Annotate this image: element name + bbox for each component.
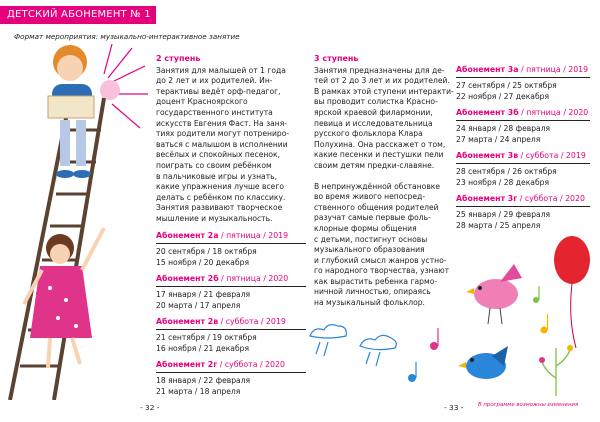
- page-title: ДЕТСКИЙ АБОНЕМЕНТ № 1: [7, 9, 151, 20]
- stage-3-description-2: В непринуждённой обстановке во время живого непосред- ственного общения родителей разучат самые первые фоль- клорные формы общения с детьми, постигнут основы музыкального образования и глубокий смысл жанров устно- го народного творчества, узнают как вырастить ребенка гармо- ничной личностью, опираясь на музыкальный фольклор.: [314, 181, 450, 308]
- abonement-dates: 27 сентября / 25 октября 22 ноября / 27 декабря: [456, 81, 557, 101]
- abonement-dates: 17 января / 21 февраля 20 марта / 17 апреля: [156, 289, 251, 310]
- abonement-3b: [456, 107, 590, 145]
- abonement-detail: / суббота / 2019: [518, 151, 586, 160]
- abonement-detail: / пятница / 2020: [218, 273, 289, 283]
- program-change-notice: В программе возможны изменения: [478, 402, 579, 408]
- blue-bird: [458, 346, 508, 379]
- abonement-name: Абонемент 2в: [156, 316, 219, 326]
- abonement-dates: 18 января / 22 февраля 21 марта / 18 апреля: [156, 375, 251, 396]
- ladder-illustration: [0, 38, 150, 400]
- plant: [539, 345, 573, 396]
- clouds: [310, 325, 396, 366]
- balloon: [554, 236, 590, 348]
- left-column: [156, 54, 306, 397]
- abonement-2a: [156, 230, 306, 268]
- abonement-3v: [456, 150, 590, 188]
- abonement-detail: / суббота / 2020: [517, 194, 585, 203]
- abonement-detail: / суббота / 2019: [218, 316, 286, 326]
- boy-figure: [48, 45, 94, 178]
- abonement-3a: [456, 64, 590, 102]
- abonement-detail: / пятница / 2019: [518, 65, 589, 74]
- abonement-3g: [456, 193, 590, 231]
- abonement-detail: / пятница / 2020: [518, 108, 589, 117]
- stage-2-description: Занятия для малышей от 1 года до 2 лет и их родителей. Ин- терактивы ведёт орф-педагог, доцент Красноярского государственного института искусств Евгения Фаст. На заня- тиях родители могут потрениро- ваться с малышом в исполнении весёлых и спокойных песенок, поиграть со своим ребёнком в пальчиковые игры и узнать, какие упражнения лучше всего делать с ребёнком по классику. Занятия развивают творческое мышление и музыкальность.: [156, 65, 290, 223]
- abonement-name: Абонемент 3в: [456, 151, 519, 160]
- abonement-2b: [156, 273, 306, 311]
- stage-2-heading: 2 ступень: [156, 54, 201, 63]
- abonement-name: Абонемент 3а: [456, 65, 519, 74]
- abonement-detail: / суббота / 2020: [217, 359, 285, 369]
- abonement-name: Абонемент 2б: [156, 273, 219, 283]
- abonement-2g: [156, 359, 306, 397]
- abonement-name: Абонемент 3г: [456, 194, 518, 203]
- abonement-dates: 24 января / 28 февраля 27 марта / 24 апреля: [456, 124, 551, 144]
- abonement-name: Абонемент 3б: [456, 108, 519, 117]
- abonement-dates: 20 сентября / 18 октября 15 ноября / 20 декабря: [156, 246, 257, 267]
- abonement-dates: 28 сентября / 26 октября 23 ноября / 28 декабря: [456, 167, 557, 187]
- birds-illustration: [300, 228, 600, 398]
- pink-bird: [466, 264, 522, 324]
- stage-3-description: Занятия предназначены для де- тей от 2 до 3 лет и их родителей. В рамках этой ступени интеракти- вы проводит солистка Красно- ярской краевой филармонии, певица и исследовательница русского фольклора Клара Полухина. Она расскажет о том, какие песенки и пестушки пели своим детям предки-славяне.: [314, 65, 454, 170]
- event-format: Формат мероприятия: музыкально-интерактивное занятие: [14, 32, 240, 41]
- right-column: [456, 64, 590, 231]
- abonement-dates: 25 января / 29 февраля 28 марта / 25 апреля: [456, 210, 551, 230]
- abonement-name: Абонемент 2а: [156, 230, 219, 240]
- abonement-dates: 21 сентября / 19 октября 16 ноября / 21 декабря: [156, 332, 257, 353]
- abonement-detail: / пятница / 2019: [218, 230, 289, 240]
- page-number-left: - 32 -: [140, 403, 160, 412]
- abonement-name: Абонемент 2г: [156, 359, 218, 369]
- stage-3-heading: 3 ступень: [314, 54, 359, 63]
- abonement-2v: [156, 316, 306, 354]
- page-number-right: - 33 -: [444, 403, 464, 412]
- pink-splash: [100, 44, 148, 128]
